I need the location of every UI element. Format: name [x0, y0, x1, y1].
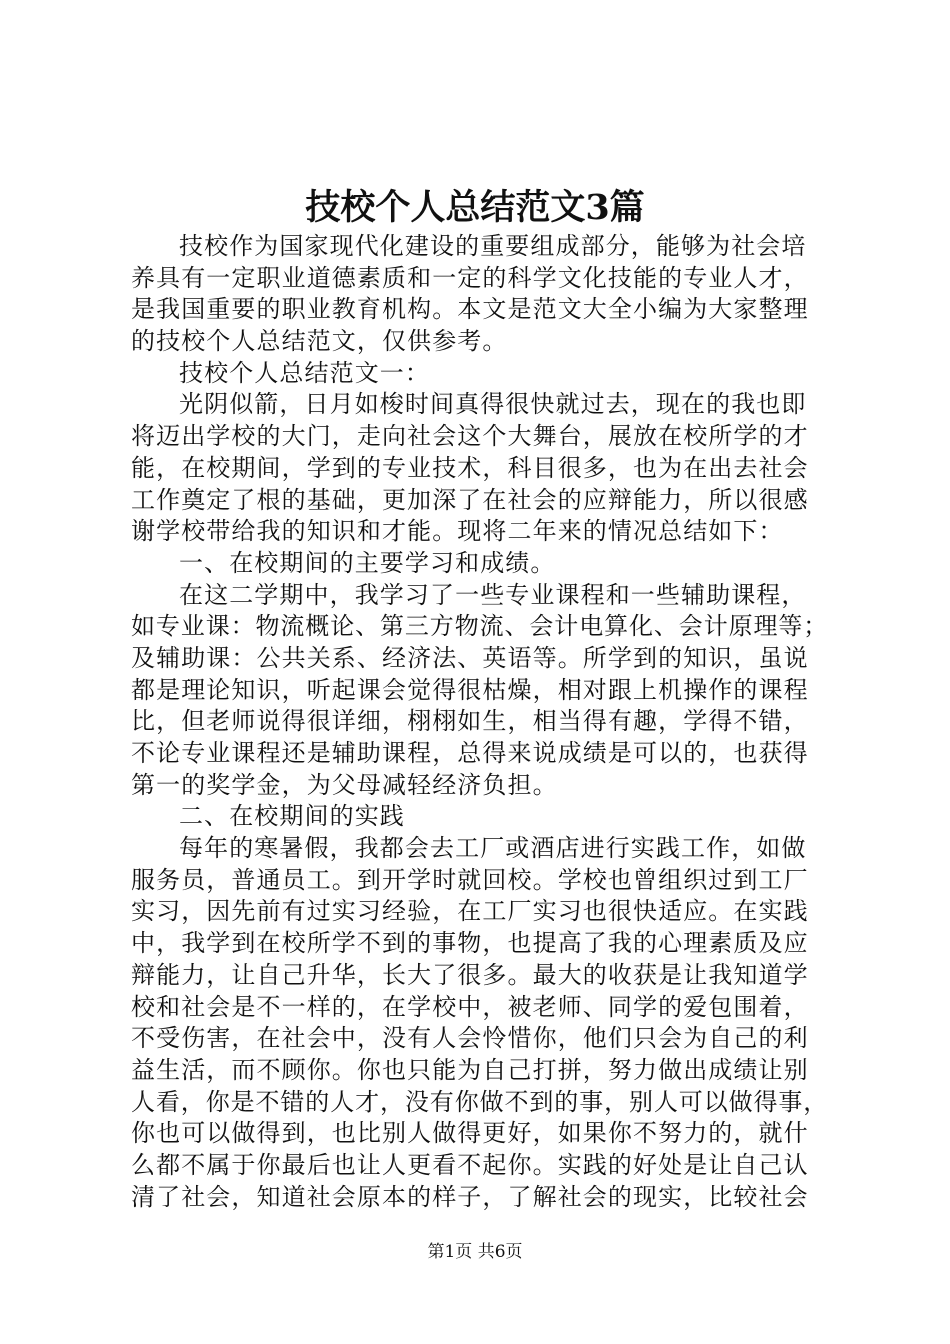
text-line: 每年的寒暑假，我都会去工厂或酒店进行实践工作，如做 — [179, 834, 807, 863]
text-line: 将迈出学校的大门，走向社会这个大舞台，展放在校所学的才 — [131, 422, 809, 451]
text-line: 比，但老师说得很详细，栩栩如生，相当得有趣，学得不错， — [131, 707, 809, 736]
text-line: 实习，因先前有过实习经验，在工厂实习也很快适应。在实践 — [131, 897, 809, 926]
text-line: 能，在校期间，学到的专业技术，科目很多，也为在出去社会 — [131, 453, 809, 482]
text-line: 你也可以做得到，也比别人做得更好，如果你不努力的，就什 — [131, 1119, 809, 1148]
text-line: 都是理论知识，听起课会觉得很枯燥，相对跟上机操作的课程 — [131, 675, 809, 704]
text-line: 辩能力，让自己升华，长大了很多。最大的收获是让我知道学 — [131, 960, 809, 989]
text-line: 技校个人总结范文一： — [179, 358, 430, 387]
text-line: 在这二学期中，我学习了一些专业课程和一些辅助课程， — [179, 580, 807, 609]
text-line: 谢学校带给我的知识和才能。现将二年来的情况总结如下： — [131, 517, 784, 546]
text-line: 及辅助课：公共关系、经济法、英语等。所学到的知识，虽说 — [131, 643, 809, 672]
text-line: 不受伤害，在社会中，没有人会怜惜你，他们只会为自己的利 — [131, 1024, 809, 1053]
text-line: 一、在校期间的主要学习和成绩。 — [179, 548, 556, 577]
text-line: 是我国重要的职业教育机构。本文是范文大全小编为大家整理 — [131, 295, 809, 324]
text-line: 第一的奖学金，为父母减轻经济负担。 — [131, 770, 558, 799]
text-line: 二、在校期间的实践 — [179, 802, 405, 831]
text-line: 人看，你是不错的人才，没有你做不到的事，别人可以做得事， — [131, 1087, 829, 1116]
text-line: 的技校个人总结范文，仅供参考。 — [131, 327, 508, 356]
text-line: 养具有一定职业道德素质和一定的科学文化技能的专业人才， — [131, 263, 809, 292]
text-line: 光阴似箭，日月如梭时间真得很快就过去，现在的我也即 — [179, 390, 807, 419]
page-footer: 第1页 共6页 — [427, 1242, 523, 1262]
text-line: 校和社会是不一样的，在学校中，被老师、同学的爱包围着， — [131, 992, 809, 1021]
text-line: 如专业课：物流概论、第三方物流、会计电算化、会计原理等； — [131, 612, 829, 641]
document-title: 技校个人总结范文3篇 — [305, 187, 645, 228]
text-line: 技校作为国家现代化建设的重要组成部分，能够为社会培 — [179, 232, 807, 260]
text-line: 清了社会，知道社会原本的样子，了解社会的现实，比较社会 — [131, 1182, 809, 1211]
text-line: 益生活，而不顾你。你也只能为自己打拼，努力做出成绩让别 — [131, 1055, 809, 1084]
text-line: 工作奠定了根的基础，更加深了在社会的应辩能力，所以很感 — [131, 485, 809, 514]
text-line: 中，我学到在校所学不到的事物，也提高了我的心理素质及应 — [131, 929, 809, 958]
document-body — [131, 231, 831, 1213]
text-line: 不论专业课程还是辅助课程，总得来说成绩是可以的，也获得 — [131, 739, 809, 767]
text-line: 服务员，普通员工。到开学时就回校。学校也曾组织过到工厂 — [131, 865, 809, 894]
text-line: 么都不属于你最后也让人更看不起你。实践的好处是让自己认 — [131, 1150, 809, 1179]
